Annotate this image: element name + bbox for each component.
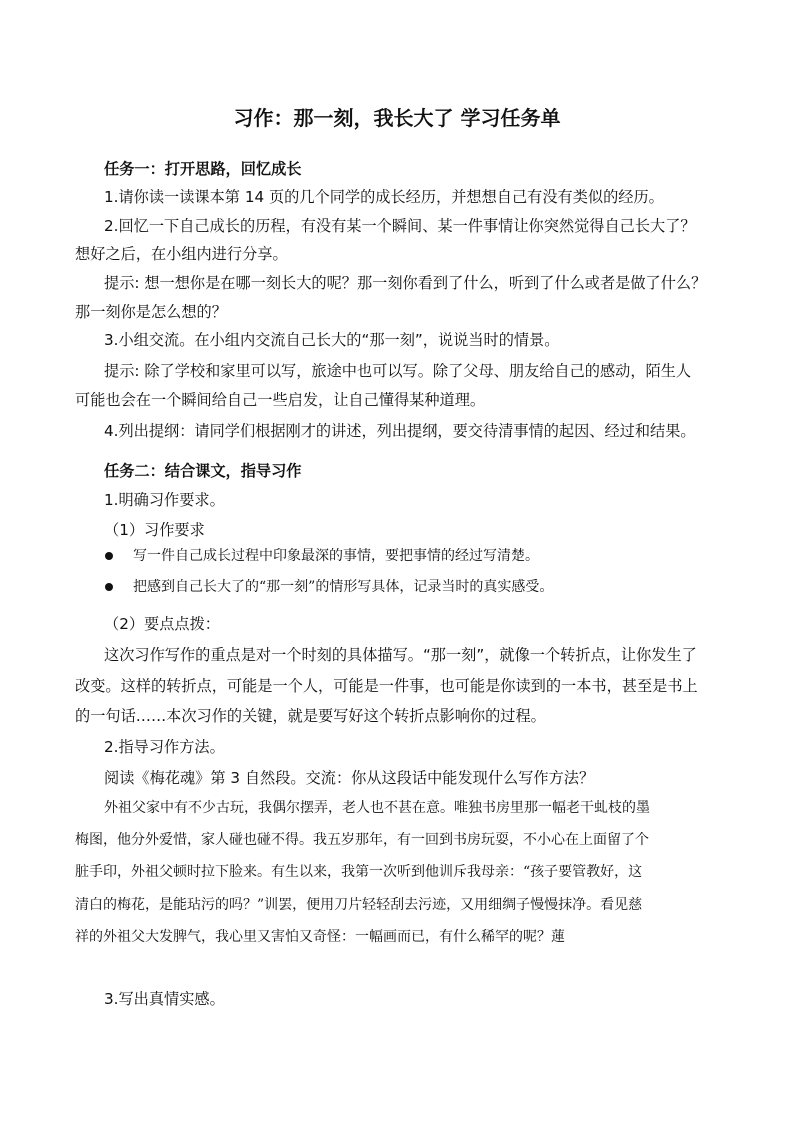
excerpt-line-2: 梅图，他分外爱惜，家人碰也碰不得。我五岁那年，有一回到书房玩耍，不小心在上面留了个 (75, 832, 649, 848)
task2-item-2: 2.指导习作方法。 (104, 738, 225, 756)
requirement-1: 写一件自己成长过程中印象最深的事情，要把事情的经过写清楚。 (133, 548, 539, 564)
tips-para-1: 这次习作写作的重点是对一个时刻的具体描写。“那一刻”，就像一个转折点，让你发生了 (104, 646, 697, 664)
excerpt-line-5: 祥的外祖父大发脾气，我心里又害怕又奇怪：一幅画而已，有什么稀罕的呢？蓮 (75, 929, 565, 945)
task2-item-3: 3.写出真情实感。 (104, 990, 225, 1008)
task1-heading: 任务一：打开思路，回忆成长 (104, 160, 302, 178)
bullet-icon (105, 583, 113, 591)
task1-item-2-cont: 想好之后，在小组内进行分享。 (75, 245, 288, 263)
task1-item-4: 4.列出提纲：请同学们根据刚才的讲述，列出提纲，要交待清事情的起因、经过和结果。 (104, 422, 696, 440)
task2-sub-2: （2）要点点拨： (104, 615, 220, 633)
bullet-icon (105, 552, 113, 560)
reading-prompt: 阅读《梅花魂》第 3 自然段。交流：你从这段话中能发现什么写作方法？ (104, 769, 595, 787)
task1-item-3: 3.小组交流。在小组内交流自己长大的“那一刻”，说说当时的情景。 (104, 331, 560, 349)
tips-para-3: 的一句话……本次习作的关键，就是要写好这个转折点影响你的过程。 (75, 707, 546, 725)
page-title: 习作：那一刻，我长大了 学习任务单 (233, 106, 561, 130)
excerpt-line-4: 清白的梅花，是能玷污的吗？”训罢，便用刀片轻轻刮去污迹，又用细绸子慢慢抹净。看见慈 (75, 897, 643, 913)
task2-heading: 任务二：结合课文，指导习作 (104, 462, 302, 480)
requirement-2: 把感到自己长大了的“那一刻”的情形写具体，记录当时的真实感受。 (133, 579, 554, 595)
task2-sub-1: （1）习作要求 (104, 521, 205, 539)
task2-item-1: 1.明确习作要求。 (104, 491, 225, 509)
tips-para-2: 改变。这样的转折点，可能是一个人，可能是一件事，也可能是你读到的一本书，甚至是书上 (75, 677, 698, 695)
task1-hint-1: 提示: 想一想你是在哪一刻长大的呢？那一刻你看到了什么，听到了什么或者是做了什么？ (104, 274, 707, 292)
task1-item-1: 1.请你读一读课本第 14 页的几个同学的成长经历，并想想自己有没有类似的经历。 (104, 188, 664, 206)
task1-hint-1-cont: 那一刻你是怎么想的？ (75, 303, 227, 321)
task1-item-2: 2.回忆一下自己成长的历程，有没有某一个瞬间、某一件事情让你突然觉得自己长大了？ (104, 217, 696, 235)
excerpt-line-3: 脏手印，外祖父顿时拉下脸来。有生以来，我第一次听到他训斥我母亲：“孩子要管教好，这 (75, 864, 643, 880)
excerpt-line-1: 外祖父家中有不少古玩，我偶尔摆弄，老人也不甚在意。唯独书房里那一幅老干虬枝的墨 (104, 800, 650, 816)
task1-hint-2: 提示: 除了学校和家里可以写，旅途中也可以写。除了父母、朋友给自己的感动，陌生人 (104, 362, 692, 380)
task1-hint-2-cont: 可能也会在一个瞬间给自己一些启发，让自己懂得某种道理。 (75, 391, 486, 409)
